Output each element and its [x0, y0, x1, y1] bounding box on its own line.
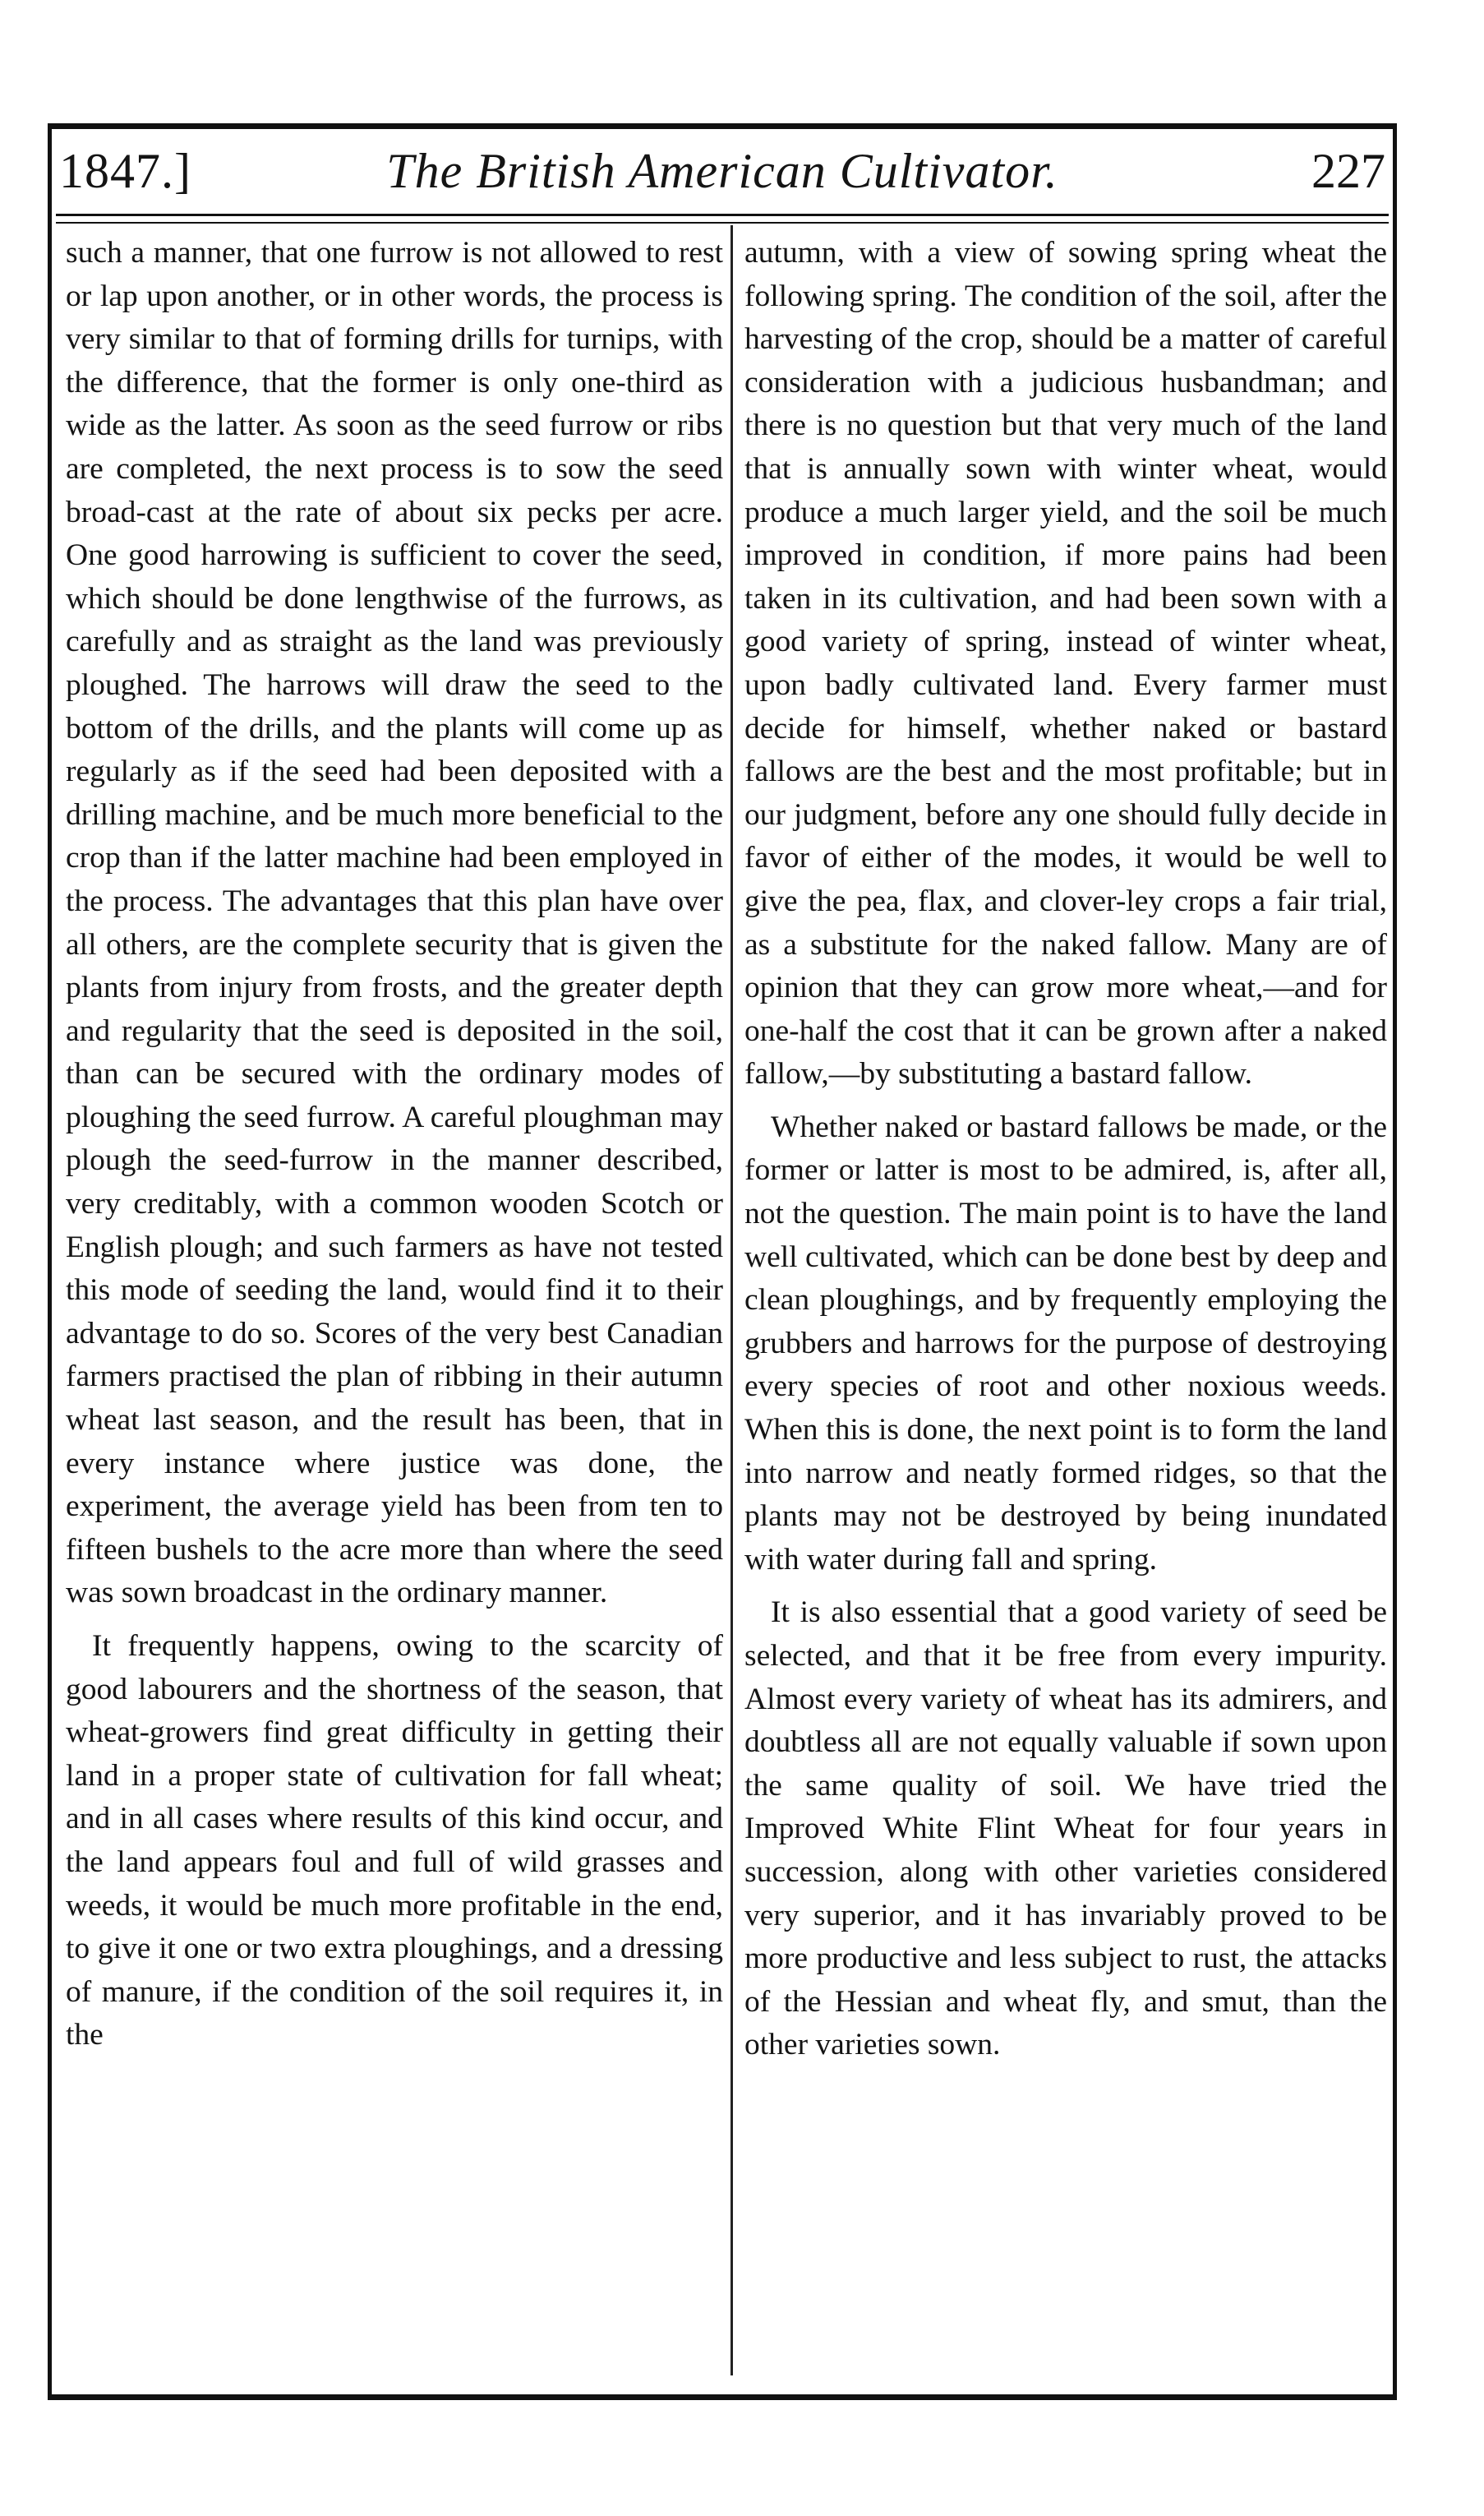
left-paragraph-2: It frequently happens, owing to the scarcity of good labourers and the shortness of the season, that wheat-growers find great difficulty in getting their land in a proper state of cultivation for fall wheat; and in all cases where results of this kind occur, and the land appears foul and full of wild grasses and weeds, it would be much more profitable in the end, to give it one or two extra ploughings, and a dressing of manure, if the condition of the soil requires it, in the — [66, 1629, 723, 2052]
column-divider — [730, 225, 733, 2375]
header-year: 1847.] — [59, 144, 191, 198]
frame-left-border — [48, 123, 52, 2400]
left-column — [66, 232, 723, 2057]
page-header — [59, 140, 1385, 210]
page-number: 227 — [1311, 144, 1385, 198]
right-paragraph-3: It is also essential that a good variety of seed be selected, and that it be free from every impurity. Almost every variety of wheat has its admirers, and doubtless all are not equally valuable if sown upon the same quality of soil. We have tried the Improved White Flint Wheat for four years in succession, along with other varieties considered very superior, and it has invariably proved to be more productive and less subject to rust, the attacks of the Hessian and wheat fly, and smut, than the other varieties sown. — [744, 1595, 1387, 2062]
right-column — [744, 232, 1387, 2067]
header-rule — [56, 214, 1389, 216]
right-paragraph-1: autumn, with a view of sowing spring wheat the following spring. The condition of the soil, after the harvesting of the crop, should be a matter of careful consideration with a judicious husbandman; and there is no question but that very much of the land that is annually sown with winter wheat, would produce a much larger yield, and the soil be much improved in condition, if more pains had been taken in its cultivation, and had been sown with a good variety of spring, instead of winter wheat, upon badly cultivated land. Every farmer must decide for himself, whether naked or bastard fallows are the best and the most profitable; but in our judgment, before any one should fully decide in favor of either of the modes, it would be well to give the pea, flax, and clover-ley crops a fair trial, as a substitute for the naked fallow. Many are of opinion that they can grow more wheat,—and for one-half the cost that it can be grown after a naked fallow,—by substituting a bastard fallow. — [744, 236, 1387, 1092]
page-frame — [48, 123, 1397, 2400]
left-paragraph-1: such a manner, that one furrow is not allowed to rest or lap upon another, or in other words, the process is very similar to that of forming drills for turnips, with the difference, that the former is only one-third as wide as the latter. As soon as the seed furrow or ribs are completed, the next process is to sow the seed broad-cast at the rate of about six pecks per acre. One good harrowing is sufficient to cover the seed, which should be done lengthwise of the furrows, as carefully and as straight as the land was previously ploughed. The harrows will draw the seed to the bottom of the drills, and the plants will come up as regularly as if the seed had been deposited with a drilling machine, and be much more beneficial to the crop than if the latter machine had been employed in the process. The advantages that this plan have over all others, are the complete security that is given the plants from injury from frosts, and the greater depth and regularity that the seed is deposited in the soil, than can be secured with the ordinary modes of ploughing the seed furrow. A careful ploughman may plough the seed-furrow in the manner described, very creditably, with a common wooden Scotch or English plough; and such farmers as have not tested this mode of seeding the land, would find it to their advantage to do so. Scores of the very best Canadian farmers practised the plan of ribbing in their autumn wheat last season, and the result has been, that in every instance where justice was done, the experiment, the average yield has been from ten to fifteen bushels to the acre more than where the seed was sown broadcast in the ordinary manner. — [66, 236, 723, 1610]
header-rule-secondary — [56, 222, 1389, 224]
frame-right-border — [1393, 123, 1397, 2400]
journal-title: The British American Cultivator. — [386, 144, 1058, 198]
frame-bottom-border — [48, 2394, 1397, 2400]
right-paragraph-2: Whether naked or bastard fallows be made, or the former or latter is most to be admired, is, after all, not the question. The main point is to have the land well cultivated, which can be done best by deep and clean ploughings, and by frequently employing the grubbers and harrows for the purpose of destroying every species of root and other noxious weeds. When this is done, the next point is to form the land into narrow and neatly formed ridges, so that the plants may not be destroyed by being inundated with water during fall and spring. — [744, 1110, 1387, 1577]
frame-top-border — [48, 123, 1397, 129]
